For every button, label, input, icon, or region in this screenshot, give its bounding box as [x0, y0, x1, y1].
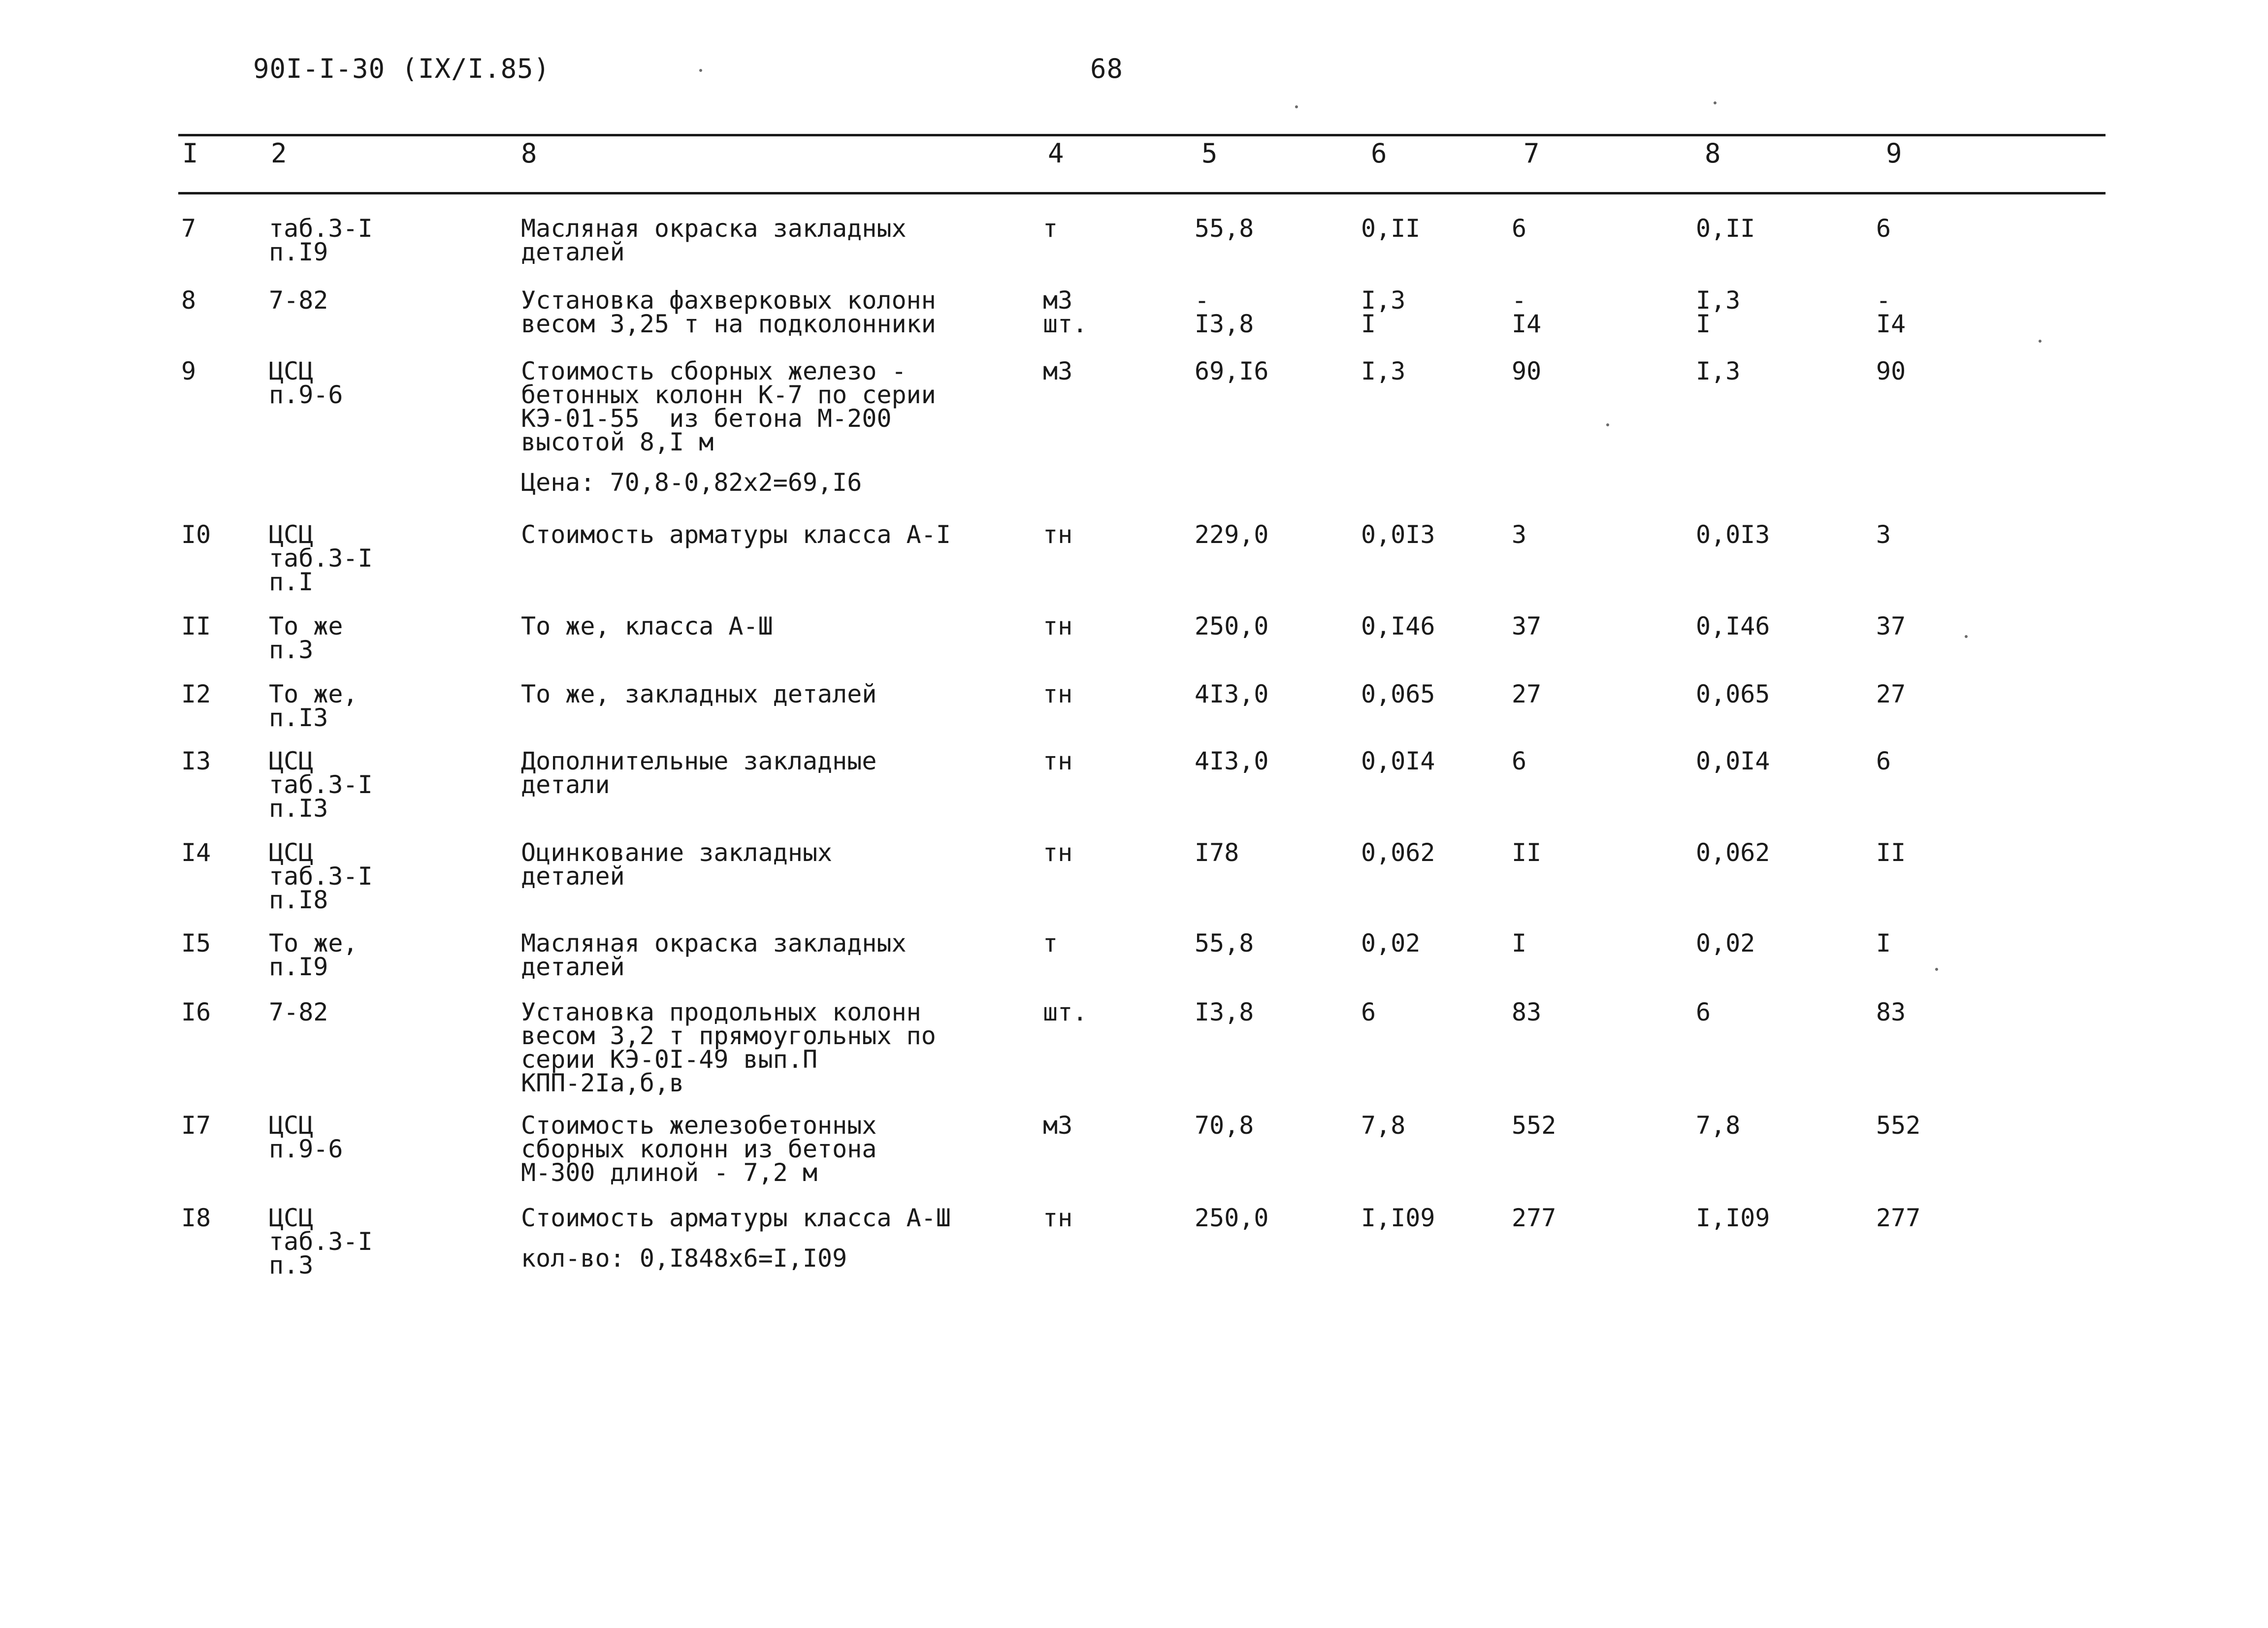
row-unit: тн — [1043, 747, 1073, 775]
description-text: Установка фахверковых колонн весом 3,25 т на подколонники — [521, 286, 936, 338]
column-header-9: 9 — [1886, 138, 1902, 169]
row-col7: 90 — [1512, 357, 1542, 385]
scan-speck — [1295, 105, 1298, 108]
row-col9: 83 — [1876, 998, 1906, 1026]
row-reference: То же, п.I9 — [269, 929, 358, 981]
row-col9: 37 — [1876, 612, 1906, 640]
price-note: Цена: 70,8-0,82х2=69,I6 — [521, 468, 862, 497]
row-col9: I — [1876, 929, 1891, 958]
row-unit: шт. — [1043, 998, 1088, 1026]
row-number: I2 — [181, 680, 211, 708]
description-text: Стоимость арматуры класса А-Ш — [521, 1204, 951, 1232]
row-description — [521, 931, 907, 979]
row-col5: 250,0 — [1195, 1204, 1269, 1232]
row-col9: 277 — [1876, 1204, 1921, 1232]
scan-speck — [1935, 968, 1938, 971]
row-reference: ЦСЦ таб.3-I п.3 — [269, 1204, 373, 1279]
row-description — [521, 838, 833, 891]
row-description — [521, 682, 876, 706]
description-text: То же, закладных деталей — [521, 680, 877, 708]
row-col7: 6 — [1512, 747, 1527, 775]
row-reference: ЦСЦ таб.3-I п.I — [269, 520, 373, 596]
row-col9: 27 — [1876, 680, 1906, 708]
row-description — [521, 1111, 877, 1187]
row-number: 7 — [181, 214, 196, 243]
row-description — [521, 214, 907, 266]
description-text: Установка продольных колонн весом 3,2 т прямоугольных по серии КЭ-0I-49 вып.П КПП-2Iа,б,в — [521, 998, 936, 1097]
row-col9: - I4 — [1876, 286, 1906, 338]
row-col7: 27 — [1512, 680, 1542, 708]
description-text: То же, класса А-Ш — [521, 612, 773, 640]
column-header-3: 8 — [521, 138, 537, 169]
row-col5: 4I3,0 — [1195, 680, 1269, 708]
row-col8: I,3 I — [1696, 286, 1741, 338]
row-description — [521, 749, 876, 797]
row-reference: ЦСЦ п.9-6 — [269, 1111, 343, 1163]
row-unit: т — [1043, 214, 1058, 243]
row-reference: ЦСЦ таб.3-I п.I8 — [269, 838, 373, 914]
description-text: Стоимость железобетонных сборных колонн из бетона М-300 длиной - 7,2 м — [521, 1111, 877, 1187]
row-col5: 70,8 — [1195, 1111, 1254, 1140]
row-unit: м3 шт. — [1043, 286, 1088, 338]
row-unit: т — [1043, 929, 1058, 958]
scan-speck — [2039, 340, 2041, 343]
column-header-5: 5 — [1201, 138, 1218, 169]
row-col7: 37 — [1512, 612, 1542, 640]
row-reference: То же, п.I3 — [269, 680, 358, 732]
scan-speck — [1965, 635, 1968, 638]
row-description — [521, 1000, 936, 1095]
row-col8: 0,065 — [1696, 680, 1770, 708]
row-col8: 7,8 — [1696, 1111, 1741, 1140]
row-col8: 0,II — [1696, 214, 1755, 243]
row-reference: 7-82 — [269, 998, 328, 1026]
column-header-1: I — [182, 138, 198, 169]
row-col5: 55,8 — [1195, 214, 1254, 243]
row-number: I5 — [181, 929, 211, 958]
row-col7: 3 — [1512, 520, 1527, 549]
description-text: Стоимость арматуры класса А-I — [521, 520, 951, 549]
quantity-note: кол-во: 0,I848х6=I,I09 — [521, 1244, 847, 1273]
row-col7: 6 — [1512, 214, 1527, 243]
row-col8: I,I09 — [1696, 1204, 1770, 1232]
description-text: Масляная окраска закладных деталей — [521, 929, 907, 981]
row-col5: 69,I6 — [1195, 357, 1269, 385]
row-col9: 90 — [1876, 357, 1906, 385]
page-number: 68 — [1090, 53, 1124, 84]
row-col9: II — [1876, 838, 1906, 867]
row-col5: - I3,8 — [1195, 286, 1254, 338]
row-number: I7 — [181, 1111, 211, 1140]
column-header-8: 8 — [1705, 138, 1721, 169]
row-number: I8 — [181, 1204, 211, 1232]
row-col8: 6 — [1696, 998, 1711, 1026]
table-top-rule — [178, 134, 2106, 136]
row-unit: м3 — [1043, 1111, 1073, 1140]
row-col6: 0,0I4 — [1361, 747, 1435, 775]
row-col8: 0,02 — [1696, 929, 1755, 958]
row-col6: 0,065 — [1361, 680, 1435, 708]
row-col6: 7,8 — [1361, 1111, 1406, 1140]
description-text: Оцинкование закладных деталей — [521, 838, 833, 891]
row-col8: 0,0I4 — [1696, 747, 1770, 775]
row-col8: 0,062 — [1696, 838, 1770, 867]
row-unit: тн — [1043, 838, 1073, 867]
scan-speck — [699, 69, 702, 72]
row-col6: 0,I46 — [1361, 612, 1435, 640]
description-text: Стоимость сборных железо - бетонных колонн К-7 по серии КЭ-01-55 из бетона М-200 высотой 8,I м — [521, 357, 936, 456]
row-col5: 229,0 — [1195, 520, 1269, 549]
row-number: I4 — [181, 838, 211, 867]
row-number: I0 — [181, 520, 211, 549]
row-unit: тн — [1043, 680, 1073, 708]
row-number: I3 — [181, 747, 211, 775]
row-col8: I,3 — [1696, 357, 1741, 385]
row-col7: 83 — [1512, 998, 1542, 1026]
scan-speck — [1606, 423, 1609, 426]
row-number: 9 — [181, 357, 196, 385]
row-reference: То же п.3 — [269, 612, 343, 664]
row-col5: 250,0 — [1195, 612, 1269, 640]
document-code: 90I-I-30 (IX/I.85) — [253, 53, 551, 84]
row-number: I6 — [181, 998, 211, 1026]
row-col6: 0,II — [1361, 214, 1421, 243]
row-col7: 552 — [1512, 1111, 1556, 1140]
row-col9: 6 — [1876, 747, 1891, 775]
row-col9: 6 — [1876, 214, 1891, 243]
row-unit: тн — [1043, 612, 1073, 640]
row-reference: таб.3-I п.I9 — [269, 214, 373, 266]
row-unit: тн — [1043, 1204, 1073, 1232]
description-text: Масляная окраска закладных деталей — [521, 214, 907, 266]
row-description — [521, 520, 951, 549]
column-header-7: 7 — [1523, 138, 1540, 169]
row-col7: - I4 — [1512, 286, 1542, 338]
row-col6: 0,062 — [1361, 838, 1435, 867]
row-col5: 55,8 — [1195, 929, 1254, 958]
row-col6: 6 — [1361, 998, 1376, 1026]
row-col8: 0,0I3 — [1696, 520, 1770, 549]
row-unit: м3 — [1043, 357, 1073, 385]
row-col9: 552 — [1876, 1111, 1921, 1140]
row-number: II — [181, 612, 211, 640]
row-col6: I,3 I — [1361, 286, 1406, 338]
row-col7: II — [1512, 838, 1542, 867]
row-col5: 4I3,0 — [1195, 747, 1269, 775]
scan-speck — [1714, 101, 1717, 104]
row-col6: I,I09 — [1361, 1204, 1435, 1232]
row-col6: 0,0I3 — [1361, 520, 1435, 549]
row-col6: I,3 — [1361, 357, 1406, 385]
description-text: Дополнительные закладные детали — [521, 747, 877, 799]
row-description — [521, 614, 773, 638]
row-col7: I — [1512, 929, 1527, 958]
row-col9: 3 — [1876, 520, 1891, 549]
row-number: 8 — [181, 286, 196, 315]
row-description — [521, 1204, 951, 1273]
table-header-rule — [178, 192, 2106, 194]
column-header-2: 2 — [271, 138, 287, 169]
row-col6: 0,02 — [1361, 929, 1421, 958]
row-col7: 277 — [1512, 1204, 1556, 1232]
row-reference: ЦСЦ таб.3-I п.I3 — [269, 747, 373, 823]
row-description — [521, 288, 936, 336]
row-col5: I3,8 — [1195, 998, 1254, 1026]
row-description — [521, 357, 936, 497]
column-header-6: 6 — [1371, 138, 1387, 169]
row-col8: 0,I46 — [1696, 612, 1770, 640]
row-reference: 7-82 — [269, 286, 328, 315]
column-header-4: 4 — [1048, 138, 1064, 169]
row-unit: тн — [1043, 520, 1073, 549]
row-reference: ЦСЦ п.9-6 — [269, 357, 343, 409]
row-col5: I78 — [1195, 838, 1239, 867]
